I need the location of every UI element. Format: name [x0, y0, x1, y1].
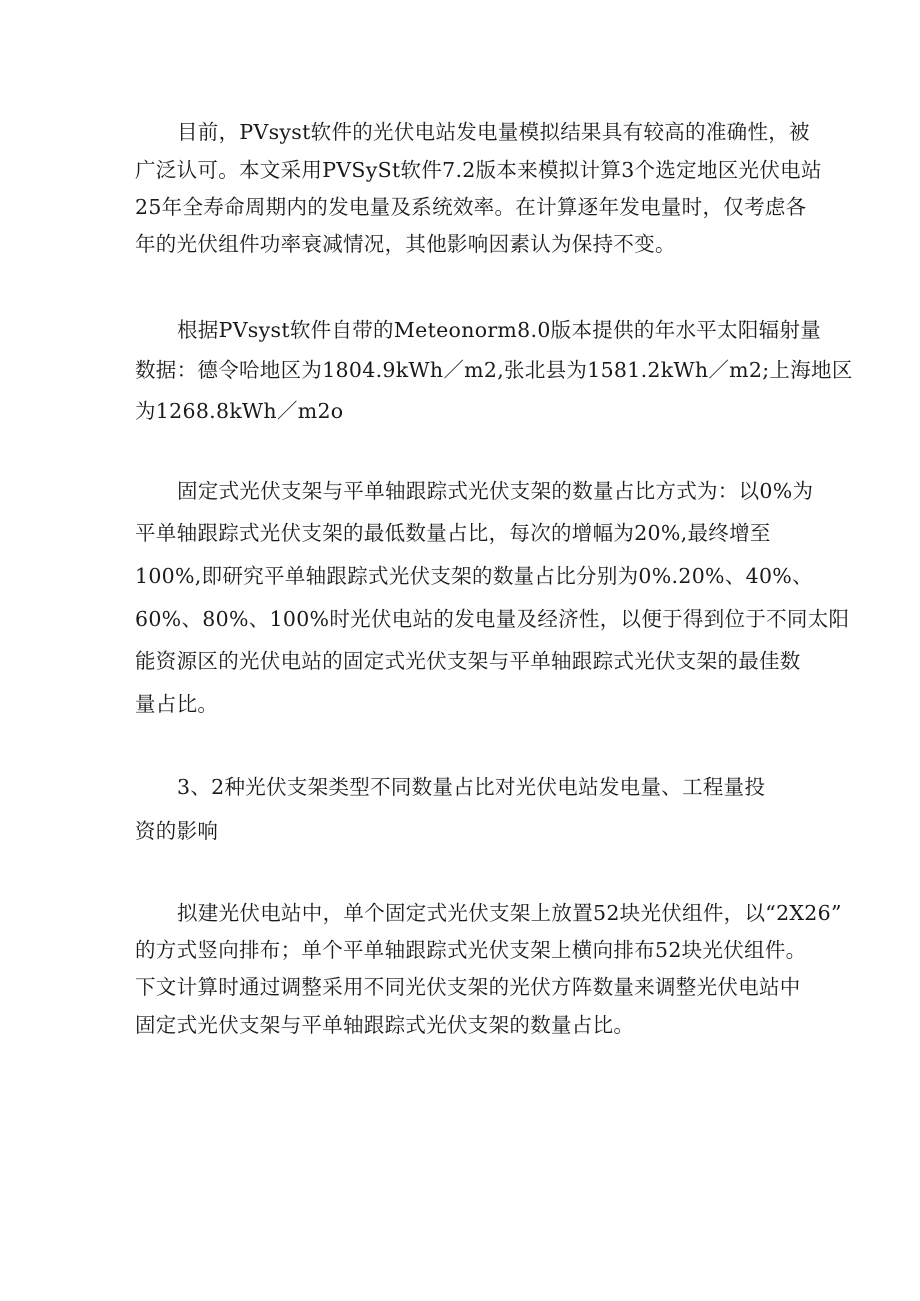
paragraph-1-line-1: 目前，PVsyst软件的光伏电站发电量模拟结果具有较高的准确性，被	[177, 120, 810, 144]
paragraph-1-line-2: 广泛认可。本文采用PVSySt软件7.2版本来模拟计算3个选定地区光伏电站	[135, 158, 822, 182]
paragraph-1-line-4: 年的光伏组件功率衰减情况，其他影响因素认为保持不变。	[135, 232, 676, 256]
section-heading-line-2: 资的影响	[135, 819, 219, 843]
section-heading-line-1: 3、2种光伏支架类型不同数量占比对光伏电站发电量、工程量投	[177, 775, 766, 799]
paragraph-2-line-1: 根据PVsyst软件自带的Meteonorm8.0版本提供的年水平太阳辐射量	[177, 318, 822, 342]
paragraph-4-line-1: 拟建光伏电站中，单个固定式光伏支架上放置52块光伏组件，以“2X26”	[177, 901, 842, 925]
paragraph-3-line-1: 固定式光伏支架与平单轴跟踪式光伏支架的数量占比方式为：以0%为	[177, 479, 814, 503]
paragraph-2-line-3: 为1268.8kWh／m2o	[135, 399, 344, 423]
paragraph-3-line-2: 平单轴跟踪式光伏支架的最低数量占比，每次的增幅为20%,最终增至	[135, 521, 771, 545]
paragraph-2-line-2: 数据：德令哈地区为1804.9kWh／m2,张北县为1581.2kWh／m2;上海地区	[135, 358, 853, 382]
paragraph-4-line-3: 下文计算时通过调整采用不同光伏支架的光伏方阵数量来调整光伏电站中	[135, 975, 801, 999]
paragraph-4-line-2: 的方式竖向排布；单个平单轴跟踪式光伏支架上横向排布52块光伏组件。	[135, 938, 807, 962]
paragraph-3-line-6: 量占比。	[135, 692, 219, 716]
paragraph-3-line-4: 60%、80%、100%时光伏电站的发电量及经济性，以便于得到位于不同太阳	[135, 607, 850, 631]
paragraph-3-line-5: 能资源区的光伏电站的固定式光伏支架与平单轴跟踪式光伏支架的最佳数	[135, 649, 801, 673]
paragraph-3-line-3: 100%,即研究平单轴跟踪式光伏支架的数量占比分别为0%.20%、40%、	[135, 564, 813, 588]
paragraph-1-line-3: 25年全寿命周期内的发电量及系统效率。在计算逐年发电量时，仅考虑各	[135, 195, 807, 219]
paragraph-4-line-4: 固定式光伏支架与平单轴跟踪式光伏支架的数量占比。	[135, 1013, 635, 1037]
